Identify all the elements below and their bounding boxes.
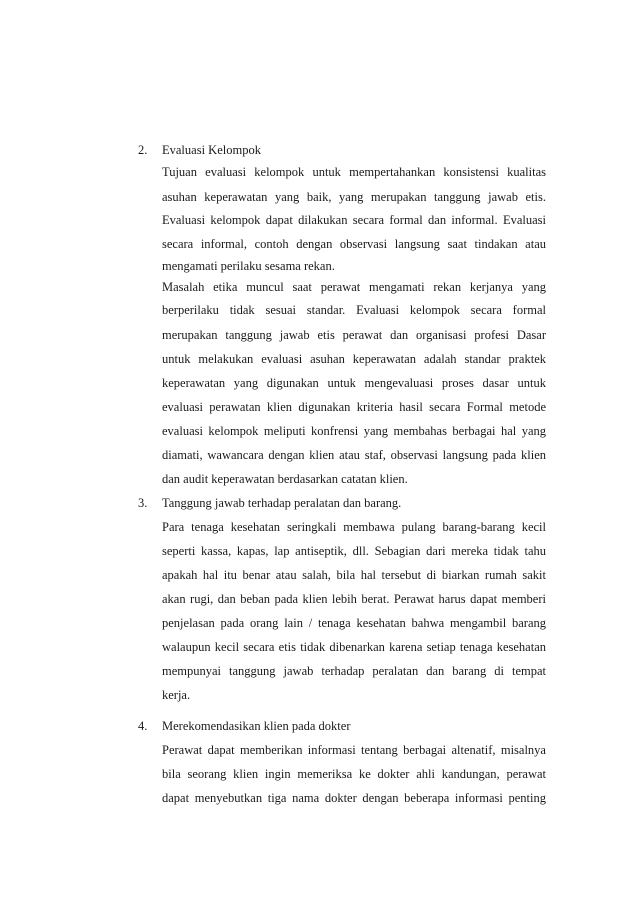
paragraph-line: akan rugi, dan beban pada klien lebih berat. Perawat harus dapat memberi — [162, 592, 546, 606]
paragraph-line: penjelasan pada orang lain / tenaga kesehatan bahwa mengambil barang — [162, 616, 546, 630]
paragraph-line: Para tenaga kesehatan seringkali membawa pulang barang-barang kecil — [162, 520, 546, 534]
section-heading: Evaluasi Kelompok — [162, 143, 261, 157]
paragraph-line: mempunyai tanggung jawab terhadap peralatan dan barang di tempat — [162, 664, 546, 678]
paragraph-line: secara informal, contoh dengan observasi langsung saat tindakan atau — [162, 237, 546, 251]
paragraph-line: Perawat dapat memberikan informasi tentang berbagai altenatif, misalnya — [162, 743, 546, 757]
paragraph-line: merupakan tanggung jawab etis perawat dan organisasi profesi Dasar — [162, 328, 546, 342]
paragraph-line: diamati, wawancara dengan klien atau staf, observasi langsung pada klien — [162, 448, 546, 462]
paragraph-line: keperawatan yang digunakan untuk mengevaluasi proses dasar untuk — [162, 376, 546, 390]
section-heading: Tanggung jawab terhadap peralatan dan barang. — [162, 496, 402, 510]
paragraph-line: seperti kassa, kapas, lap antiseptik, dll. Sebagian dari mereka tidak tahu — [162, 544, 546, 558]
paragraph-line: asuhan keperawatan yang baik, yang merupakan tanggung jawab etis. — [162, 190, 546, 204]
paragraph-line: dapat menyebutkan tiga nama dokter dengan beberapa informasi penting — [162, 791, 546, 805]
paragraph-line: Masalah etika muncul saat perawat mengamati rekan kerjanya yang — [162, 280, 546, 294]
paragraph-line: Evaluasi kelompok dapat dilakukan secara formal dan informal. Evaluasi — [162, 213, 546, 227]
paragraph-line: berperilaku tidak sesuai standar. Evaluasi kelompok secara formal — [162, 303, 546, 317]
section-number: 3. — [138, 496, 148, 510]
paragraph-line: apakah hal itu benar atau salah, bila hal tersebut di biarkan rumah sakit — [162, 568, 546, 582]
paragraph-line: walaupun kecil secara etis tidak dibenarkan karena setiap tenaga kesehatan — [162, 640, 546, 654]
paragraph-line: Tujuan evaluasi kelompok untuk mempertahankan konsistensi kualitas — [162, 165, 546, 179]
paragraph-line: evaluasi perawatan klien digunakan kriteria hasil secara Formal metode — [162, 400, 546, 414]
section-number: 2. — [138, 143, 148, 157]
paragraph-line: evaluasi kelompok meliputi konfrensi yang membahas berbagai hal yang — [162, 424, 546, 438]
paragraph-line: mengamati perilaku sesama rekan. — [162, 259, 335, 273]
paragraph-line: untuk melakukan evaluasi asuhan keperawatan adalah standar praktek — [162, 352, 546, 366]
section-heading: Merekomendasikan klien pada dokter — [162, 719, 351, 733]
section-number: 4. — [138, 719, 148, 733]
paragraph-line: dan audit keperawatan berdasarkan catatan klien. — [162, 472, 408, 486]
paragraph-line: kerja. — [162, 688, 191, 702]
paragraph-line: bila seorang klien ingin memeriksa ke dokter ahli kandungan, perawat — [162, 767, 546, 781]
